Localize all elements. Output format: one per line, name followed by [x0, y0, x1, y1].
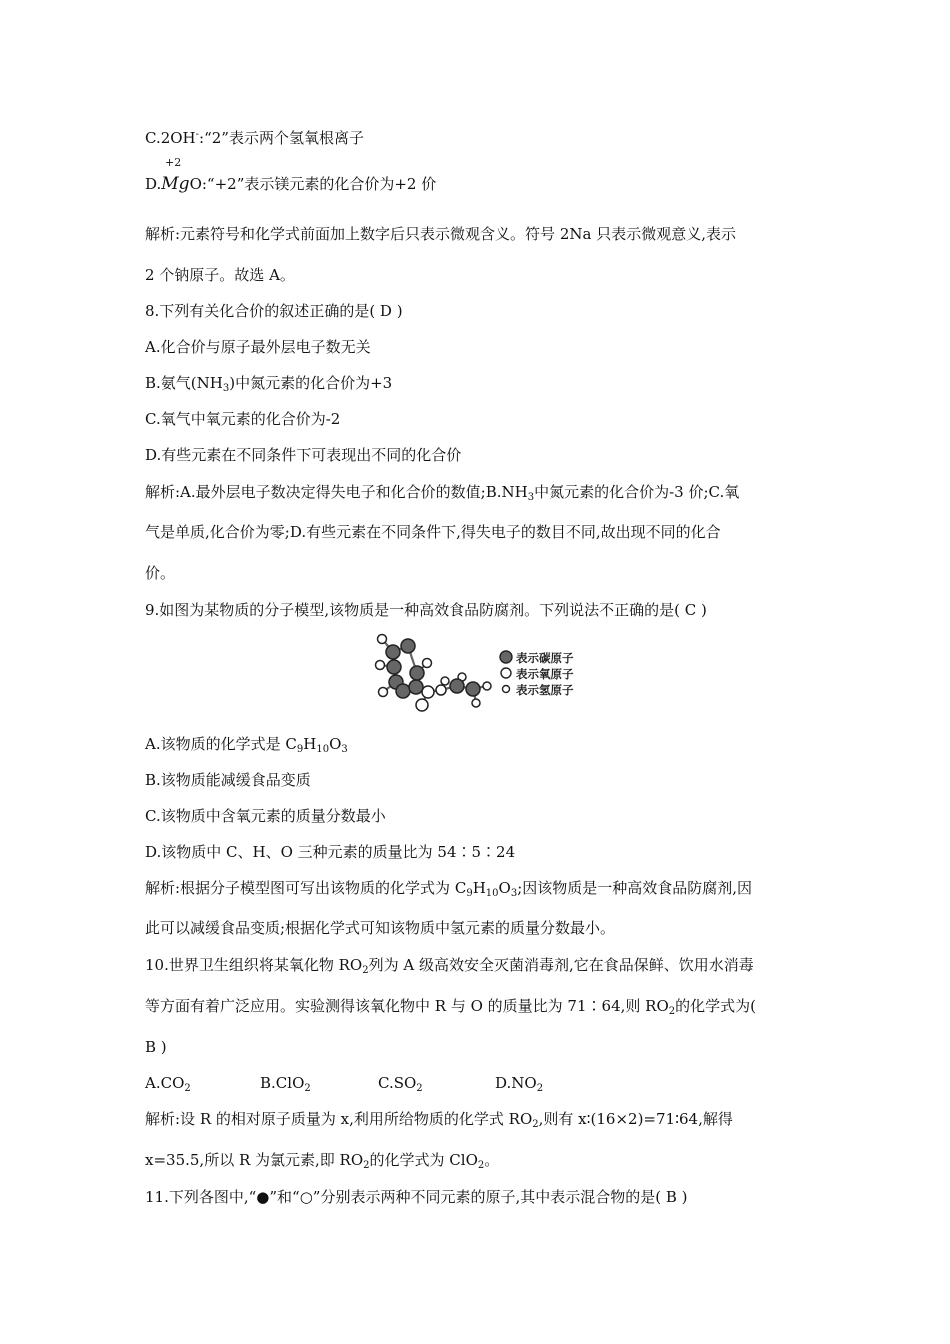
q7-option-c-charge: - — [195, 129, 200, 140]
q7-option-d — [145, 174, 436, 194]
q10-analysis-line1 — [145, 1109, 733, 1129]
q9-analysis-line2: 此可以减缓食品变质;根据化学式可知该物质中氢元素的质量分数最小。 — [145, 919, 616, 937]
q10-analysis-2-sub1: 2 — [363, 1160, 370, 1171]
legend-oxygen-icon — [501, 668, 511, 678]
q7-analysis-line2: 2 个钠原子。故选 A。 — [145, 266, 295, 284]
q9-stem: 9.如图为某物质的分子模型,该物质是一种高效食品防腐剂。下列说法不正确的是( C ) — [145, 601, 707, 619]
q10-stem-2-sub: 2 — [668, 1006, 676, 1017]
q8-option-b-sub: 3 — [222, 383, 230, 394]
q9-option-c: C.该物质中含氧元素的质量分数最小 — [145, 807, 386, 825]
q10-analysis-2-end: 。 — [484, 1151, 500, 1169]
q10-stem-2-pre: 等方面有着广泛应用。实验测得该氧化物中 R 与 O 的质量比为 71∶64,则 RO — [145, 997, 669, 1015]
q7-option-c-text: :“2”表示两个氢氧根离子 — [199, 129, 364, 147]
molecule-model-figure — [370, 630, 590, 716]
molecule-legend — [500, 651, 574, 697]
q10-stem-line1 — [145, 955, 754, 975]
q9-analysis-sub2: 10 — [485, 888, 499, 899]
q10-stem-2-post: 的化学式为( — [675, 997, 756, 1015]
q10-stem-line2 — [145, 996, 756, 1016]
q10-option-a-sub: 2 — [184, 1083, 191, 1094]
q9-option-b: B.该物质能减缓食品变质 — [145, 771, 311, 789]
q9-analysis-sub1: 9 — [466, 888, 473, 899]
q8-analysis-post: 中氮元素的化合价为-3 价;C.氧 — [534, 483, 740, 501]
q9-analysis-pre: 解析:根据分子模型图可写出该物质的化学式为 C — [145, 879, 467, 897]
q9-option-a — [145, 734, 348, 754]
q10-option-b — [260, 1073, 311, 1093]
q9-analysis-o: O — [498, 879, 511, 897]
q9-option-a-o: O — [329, 735, 342, 753]
q8-analysis-pre: 解析:A.最外层电子数决定得失电子和化合价的数值;B.NH — [145, 483, 528, 501]
q10-analysis-line2 — [145, 1150, 499, 1170]
q10-option-d-text: D.NO — [495, 1074, 537, 1092]
q9-analysis-sub3: 3 — [510, 888, 518, 899]
q9-option-a-sub1: 9 — [296, 744, 304, 755]
q10-option-c-sub: 2 — [416, 1083, 423, 1094]
q10-analysis-2-mid: 的化学式为 ClO — [369, 1151, 478, 1169]
q8-analysis-line1 — [145, 482, 739, 502]
q10-analysis-1-post: ,则有 x∶(16×2)=71∶64,解得 — [538, 1110, 733, 1128]
q9-analysis-post: ;因该物质是一种高效食品防腐剂,因 — [517, 879, 753, 897]
q10-stem-line3: B ) — [145, 1038, 167, 1056]
q7-option-d-mg: Mg — [161, 174, 190, 194]
q9-option-a-pre: A.该物质的化学式是 C — [145, 735, 297, 753]
q8-option-b-post: )中氮元素的化合价为+3 — [229, 374, 393, 392]
q7-option-d-text: O:“+2”表示镁元素的化合价为+2 价 — [189, 175, 437, 193]
q10-analysis-2-pre: x=35.5,所以 R 为氯元素,即 RO — [145, 1151, 364, 1169]
q10-stem-1-sub: 2 — [362, 965, 369, 976]
q8-option-b — [145, 373, 392, 393]
q10-option-c — [378, 1073, 423, 1093]
q8-option-b-pre: B.氨气(NH — [145, 374, 223, 392]
q10-analysis-2-sub2: 2 — [477, 1160, 485, 1171]
q10-option-b-text: B.ClO — [260, 1074, 305, 1092]
q10-analysis-1-sub: 2 — [532, 1119, 539, 1130]
q7-analysis-line1: 解析:元素符号和化学式前面加上数字后只表示微观含义。符号 2Na 只表示微观意义,表示 — [145, 225, 736, 243]
q8-analysis-line2: 气是单质,化合价为零;D.有些元素在不同条件下,得失电子的数目不同,故出现不同的化合 — [145, 523, 721, 541]
q7-option-c — [145, 128, 364, 148]
q7-option-c-formula: C.2OH — [145, 129, 196, 147]
q10-option-c-text: C.SO — [378, 1074, 417, 1092]
q7-option-d-label: D. — [145, 175, 162, 193]
q9-option-a-sub3: 3 — [341, 744, 348, 755]
legend-carbon-label: 表示碳原子 — [516, 651, 574, 665]
q8-option-d: D.有些元素在不同条件下可表现出不同的化合价 — [145, 446, 462, 464]
q10-option-a-text: A.CO — [145, 1074, 185, 1092]
legend-hydrogen-label: 表示氢原子 — [516, 683, 574, 697]
molecule-atoms — [376, 635, 492, 712]
q8-stem: 8.下列有关化合价的叙述正确的是( D ) — [145, 302, 403, 320]
q10-option-d-sub: 2 — [536, 1083, 544, 1094]
q10-stem-1-post: 列为 A 级高效安全灭菌消毒剂,它在食品保鲜、饮用水消毒 — [368, 956, 754, 974]
q9-option-d: D.该物质中 C、H、O 三种元素的质量比为 54∶5∶24 — [145, 843, 516, 861]
q9-option-a-sub2: 10 — [316, 744, 330, 755]
q8-option-a: A.化合价与原子最外层电子数无关 — [145, 338, 371, 356]
q7-valence-mark: +2 — [165, 156, 182, 169]
q11-stem: 11.下列各图中,“●”和“○”分别表示两种不同元素的原子,其中表示混合物的是( B ) — [145, 1188, 688, 1206]
q10-option-a — [145, 1073, 191, 1093]
legend-carbon-icon — [500, 651, 512, 663]
legend-hydrogen-icon — [503, 686, 510, 693]
q9-analysis-line1 — [145, 878, 752, 898]
q10-option-b-sub: 2 — [304, 1083, 311, 1094]
q10-analysis-1-pre: 解析:设 R 的相对原子质量为 x,利用所给物质的化学式 RO — [145, 1110, 533, 1128]
q8-option-c: C.氧气中氧元素的化合价为-2 — [145, 410, 341, 428]
legend-oxygen-label: 表示氧原子 — [516, 667, 574, 681]
q8-analysis-line3: 价。 — [145, 564, 176, 582]
q8-analysis-sub: 3 — [527, 492, 535, 503]
q9-analysis-h: H — [472, 879, 486, 897]
q9-option-a-h: H — [303, 735, 317, 753]
q10-option-d — [495, 1073, 543, 1093]
q10-stem-1-pre: 10.世界卫生组织将某氧化物 RO — [145, 956, 363, 974]
